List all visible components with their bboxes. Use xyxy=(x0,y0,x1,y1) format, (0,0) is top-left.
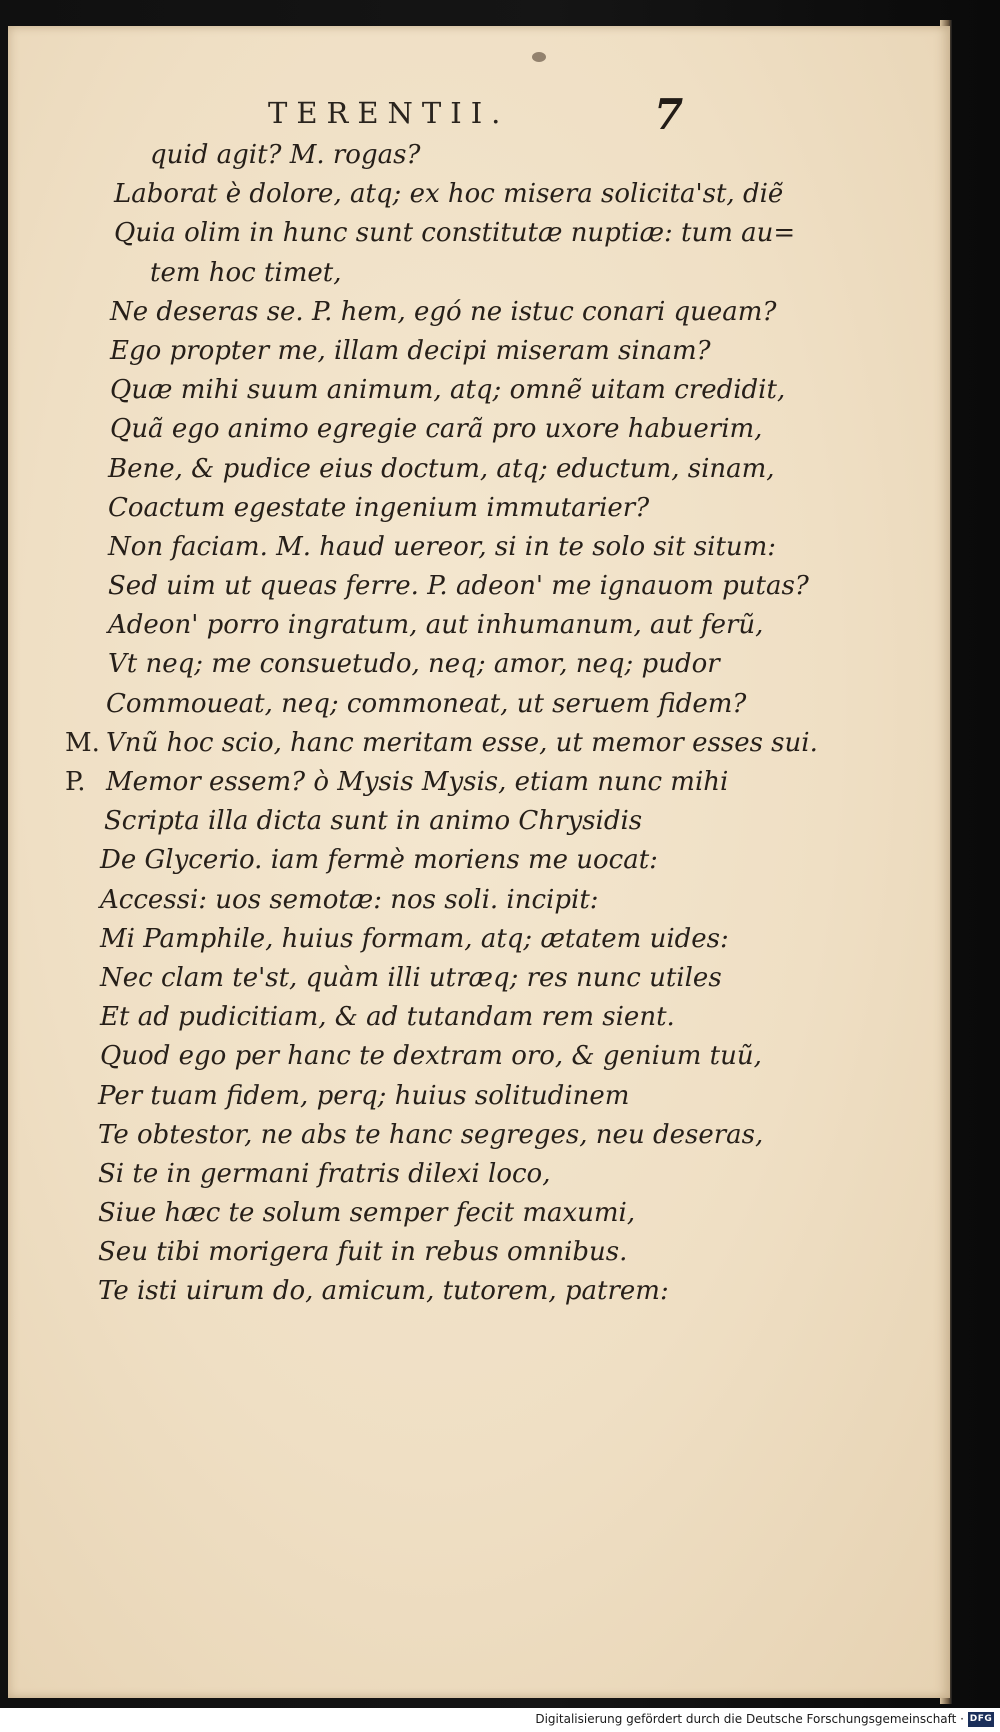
dfg-logo: DFG xyxy=(968,1712,994,1727)
verse-line xyxy=(60,450,820,489)
verse-line xyxy=(60,724,820,763)
verse-line-text: Commoueat, neq; commoneat, ut seruem fidem? xyxy=(106,688,747,719)
verse-line-text: Ne deseras se. P. hem, egó ne istuc conari queam? xyxy=(110,296,777,327)
verse-line-text: Memor essem? ò Mysis Mysis, etiam nunc mihi xyxy=(106,767,729,797)
verse-line-text: Si te in germani fratris dilexi loco, xyxy=(98,1158,551,1189)
verse-line xyxy=(60,567,820,606)
verse-line-text: Quod ego per hanc te dextram oro, & genium tuũ, xyxy=(100,1041,762,1072)
footer-credit: Digitalisierung gefördert durch die Deutsche Forschungsgemeinschaft · xyxy=(535,1712,964,1726)
verse-line-text: Vt neq; me consuetudo, neq; amor, neq; pudor xyxy=(108,649,720,680)
verse-line xyxy=(60,998,820,1037)
verse-line xyxy=(60,254,820,293)
verse-line xyxy=(60,1272,820,1311)
verse-line-text: Te obtestor, ne abs te hanc segreges, neu deseras, xyxy=(98,1119,764,1150)
verse-line-text: De Glycerio. iam fermè moriens me uocat: xyxy=(100,845,658,876)
digitization-footer xyxy=(0,1708,1000,1732)
verse-line xyxy=(60,841,820,880)
verse-line-text: Per tuam fidem, perq; huius solitudinem xyxy=(98,1080,630,1111)
verse-line xyxy=(60,802,820,841)
verse-line-text: Coactum egestate ingenium immutarier? xyxy=(108,492,650,523)
verse-line-text: Bene, & pudice eius doctum, atq; eductum, sinam, xyxy=(108,453,775,484)
verse-line xyxy=(60,1233,820,1272)
verse-line-text: Nec clam te'st, quàm illi utræq; res nunc utiles xyxy=(100,962,722,993)
verse-line-text: Quã ego animo egregie carã pro uxore habuerim, xyxy=(110,414,763,445)
verse-line-text: Ego propter me, illam decipi miseram sinam? xyxy=(110,335,711,366)
verse-line-text: Quia olim in hunc sunt constitutæ nuptiæ: tum au= xyxy=(114,218,796,249)
verse-line-text: Accessi: uos semotæ: nos soli. incipit: xyxy=(100,884,599,915)
verse-line xyxy=(60,489,820,528)
verse-line-text: Mi Pamphile, huius formam, atq; ætatem uides: xyxy=(100,923,729,954)
verse-line-text: Sed uim ut queas ferre. P. adeon' me ignauom putas? xyxy=(108,571,809,602)
binding-thread xyxy=(532,52,546,62)
verse-line-text: Vnũ hoc scio, hanc meritam esse, ut memor esses sui. xyxy=(106,727,818,758)
verse-line xyxy=(60,175,820,214)
verse-line xyxy=(60,920,820,959)
speaker-label: M. xyxy=(65,727,100,758)
verse-line-text: Laborat è dolore, atq; ex hoc misera solicita'st, diẽ xyxy=(114,179,784,210)
verse-line-text: Et ad pudicitiam, & ad tutandam rem sient. xyxy=(100,1002,675,1033)
verse-line-text: Siue hæc te solum semper fecit maxumi, xyxy=(98,1198,636,1229)
verse-line xyxy=(60,763,820,802)
verse-line xyxy=(60,1155,820,1194)
verse-line xyxy=(60,606,820,645)
verse-line xyxy=(60,410,820,449)
running-head: TERENTII. xyxy=(268,96,510,130)
verse-line xyxy=(60,528,820,567)
verse-line-text: Adeon' porro ingratum, aut inhumanum, aut ferũ, xyxy=(108,610,764,641)
verse-line xyxy=(60,371,820,410)
verse-line-text: tem hoc timet, xyxy=(150,257,342,288)
verse-line xyxy=(60,293,820,332)
verse-line-text: Quæ mihi suum animum, atq; omnẽ uitam credidit, xyxy=(110,375,786,406)
verse-line xyxy=(60,1037,820,1076)
speaker-label: P. xyxy=(65,767,86,797)
verse-line-text: Scripta illa dicta sunt in animo Chrysidis xyxy=(104,806,643,837)
verse-line xyxy=(60,959,820,998)
verse-text-block xyxy=(60,136,820,1312)
verse-line-text: quid agit? M. rogas? xyxy=(150,140,421,170)
verse-line xyxy=(60,1077,820,1116)
page-number: 7 xyxy=(654,90,684,139)
verse-line xyxy=(60,1116,820,1155)
verse-line xyxy=(60,685,820,724)
verse-line xyxy=(60,214,820,253)
verse-line xyxy=(60,1194,820,1233)
verse-line xyxy=(60,645,820,684)
verse-line xyxy=(60,881,820,920)
verse-line-text: Seu tibi morigera fuit in rebus omnibus. xyxy=(98,1237,628,1268)
verse-line-text: Non faciam. M. haud uereor, si in te solo sit situm: xyxy=(108,531,777,562)
verse-line xyxy=(60,332,820,371)
verse-line xyxy=(60,136,820,175)
verse-line-text: Te isti uirum do, amicum, tutorem, patrem: xyxy=(98,1276,669,1307)
